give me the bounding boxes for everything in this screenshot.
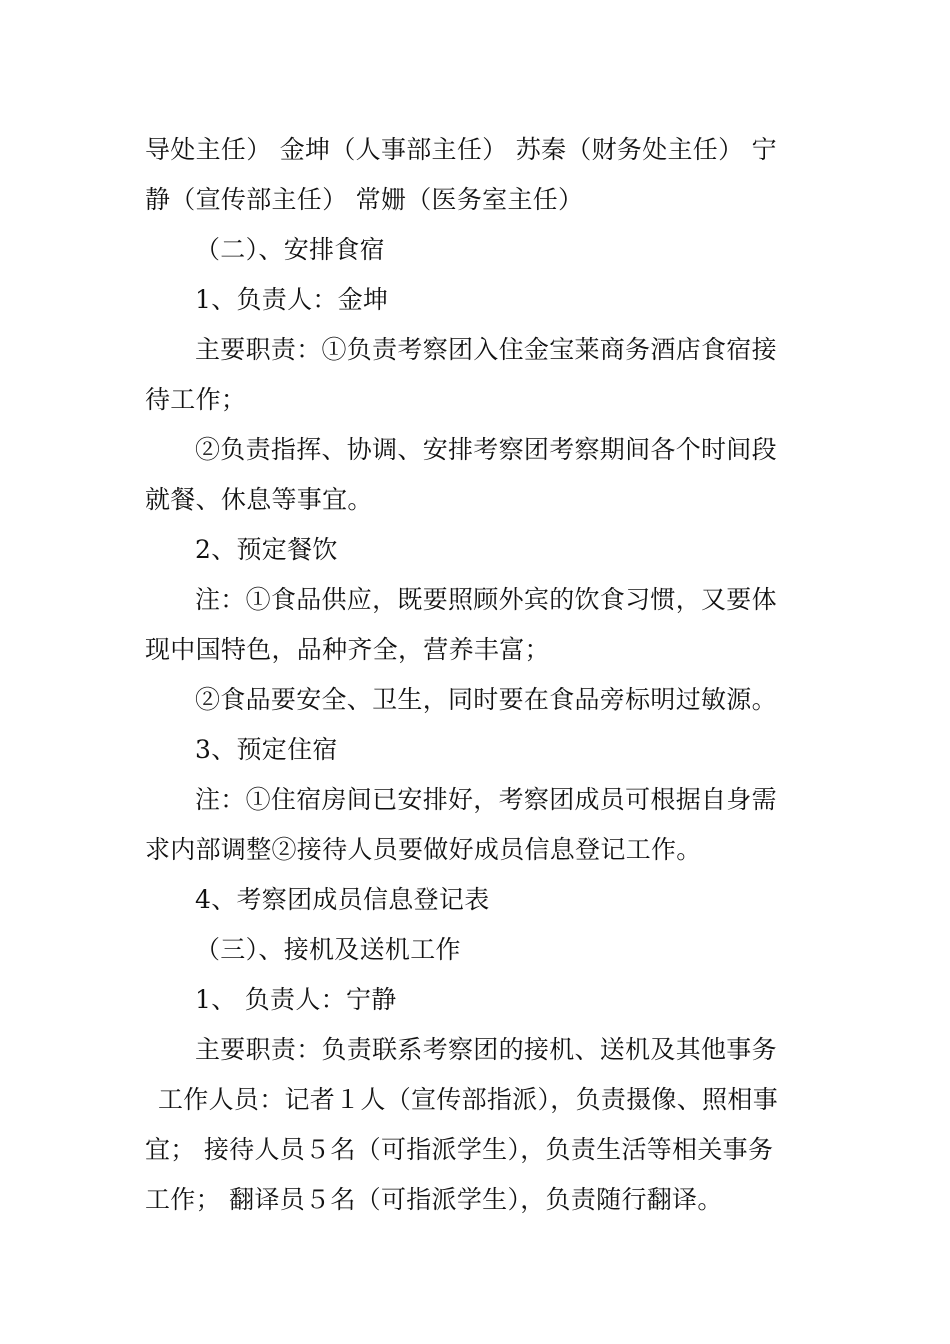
text-line-15: 求内部调整②接待人员要做好成员信息登记工作。: [145, 835, 702, 864]
text-line-6: 待工作；: [145, 385, 247, 414]
section-heading-3: （三）、接机及送机工作: [195, 935, 461, 964]
text-line-14: 注：①住宿房间已安排好，考察团成员可根据自身需: [195, 785, 777, 814]
text-line-5: 主要职责：①负责考察团入住金宝莱商务酒店食宿接: [195, 335, 777, 364]
text-line-2: 静（宣传部主任） 常姗（医务室主任）: [145, 185, 584, 214]
text-line-7: ②负责指挥、协调、安排考察团考察期间各个时间段: [195, 435, 777, 464]
text-line-18: 1、 负责人：宁静: [195, 985, 397, 1014]
text-line-9: 2、预定餐饮: [195, 535, 338, 564]
text-line-8: 就餐、休息等事宜。: [145, 485, 373, 514]
text-line-22: 工作； 翻译员５名（可指派学生），负责随行翻译。: [145, 1185, 723, 1214]
text-line-4: 1、负责人：金坤: [195, 285, 389, 314]
text-line-19: 主要职责：负责联系考察团的接机、送机及其他事务: [195, 1035, 777, 1064]
text-line-13: 3、预定住宿: [195, 735, 338, 764]
text-line-16: 4、考察团成员信息登记表: [195, 885, 490, 914]
text-line-10: 注：①食品供应，既要照顾外宾的饮食习惯，又要体: [195, 585, 777, 614]
text-line-20: 工作人员：记者１人（宣传部指派），负责摄像、照相事: [158, 1085, 779, 1114]
text-line-11: 现中国特色，品种齐全，营养丰富；: [145, 635, 550, 664]
text-line-21: 宜； 接待人员５名（可指派学生），负责生活等相关事务: [145, 1135, 774, 1164]
text-line-12: ②食品要安全、卫生，同时要在食品旁标明过敏源。: [195, 685, 777, 714]
section-heading-2: （二）、安排食宿: [195, 235, 385, 264]
text-line-1: 导处主任） 金坤（人事部主任） 苏秦（财务处主任） 宁: [145, 135, 777, 164]
